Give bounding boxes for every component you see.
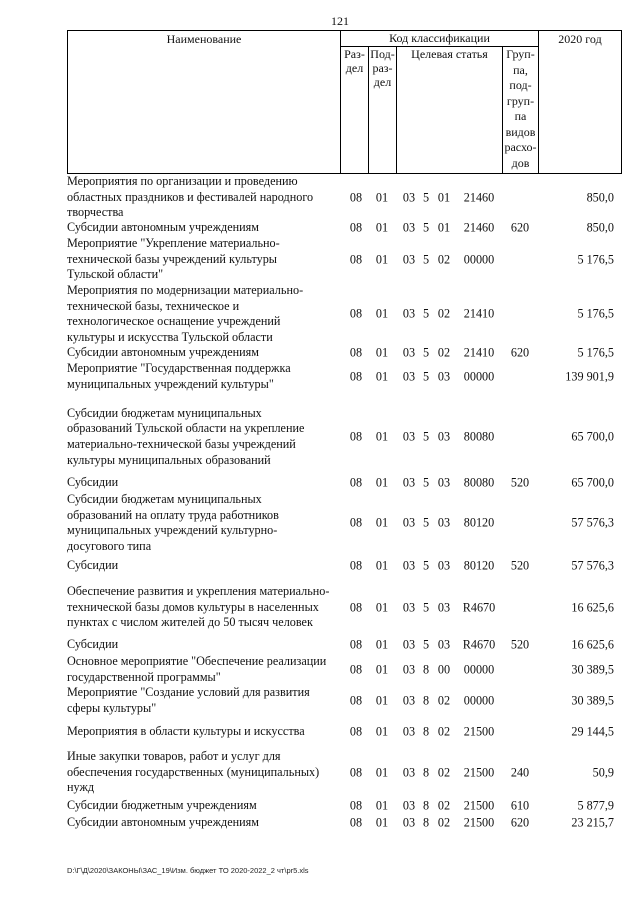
cell-amount: 5 176,5: [577, 306, 614, 321]
header-section-line2: дел: [345, 61, 364, 75]
cell-target-event: 03: [437, 429, 451, 444]
cell-expense-type: 620: [510, 220, 530, 235]
cell-target-program: 03: [402, 798, 416, 813]
header-group-line1: Груп-: [506, 47, 535, 61]
cell-razdel: 08: [349, 765, 363, 779]
cell-name-line: Субсидии бюджетным учреждениям: [67, 798, 257, 813]
cell-razdel: 08: [349, 637, 363, 652]
cell-name-line: Мероприятия в области культуры и искусства: [67, 724, 305, 739]
cell-amount: 5 176,5: [577, 345, 614, 360]
header-group: [503, 47, 539, 173]
header-group-line2: па,: [513, 62, 528, 77]
cell-razdel: 08: [349, 306, 363, 321]
cell-expense-type: 520: [510, 558, 530, 573]
cell-target-program: 03: [402, 558, 416, 573]
cell-target-event: 02: [437, 765, 451, 779]
cell-name: [67, 406, 345, 468]
cell-target-event: 03: [437, 515, 451, 530]
cell-target-subprogram: 8: [422, 662, 430, 676]
cell-target-event: 02: [437, 306, 451, 321]
cell-name: [67, 654, 345, 685]
cell-target-program: 03: [402, 190, 416, 204]
cell-target-direction: 21500: [463, 724, 495, 739]
cell-target-event: 02: [437, 724, 451, 739]
cell-podrazdel: 01: [375, 475, 389, 490]
table-row: [67, 361, 622, 392]
cell-razdel: 08: [349, 724, 363, 739]
cell-name-line: Субсидии бюджетам муниципальных: [67, 405, 262, 420]
cell-target-program: 03: [402, 429, 416, 444]
cell-target-program: 03: [402, 600, 416, 614]
cell-podrazdel: 01: [375, 252, 389, 266]
cell-amount: 57 576,3: [571, 558, 614, 573]
cell-name-line: сферы культуры": [67, 700, 157, 715]
cell-razdel: 08: [349, 429, 363, 444]
cell-target-program: 03: [402, 515, 416, 530]
table-header: [67, 30, 622, 174]
cell-target-subprogram: 5: [422, 306, 430, 321]
cell-target-program: 03: [402, 252, 416, 266]
header-section: [341, 47, 369, 173]
cell-name: [67, 749, 345, 796]
cell-expense-type: 520: [510, 637, 530, 652]
cell-name: [67, 492, 345, 554]
cell-target-subprogram: 8: [422, 798, 430, 813]
cell-amount: 30 389,5: [571, 662, 614, 676]
table-row: [67, 584, 622, 631]
cell-name: [67, 236, 345, 283]
cell-target-event: 02: [437, 693, 451, 707]
cell-name-line: Субсидии: [67, 558, 119, 573]
cell-name-line: Субсидии автономным учреждениям: [67, 345, 259, 360]
table-row: [67, 345, 622, 361]
cell-razdel: 08: [349, 798, 363, 813]
cell-amount: 139 901,9: [565, 369, 614, 383]
cell-expense-type: 620: [510, 815, 530, 830]
cell-podrazdel: 01: [375, 765, 389, 779]
cell-target-subprogram: 5: [422, 558, 430, 573]
cell-target-event: 03: [437, 558, 451, 573]
cell-name-line: областных праздников и фестивалей народного: [67, 189, 314, 204]
header-group-line8: дов: [511, 155, 530, 170]
cell-name-line: Субсидии автономным учреждениям: [67, 220, 259, 235]
cell-target-direction: 21500: [463, 815, 495, 830]
cell-expense-type: 240: [510, 765, 530, 779]
cell-target-subprogram: 5: [422, 369, 430, 383]
cell-amount: 16 625,6: [571, 637, 614, 652]
cell-podrazdel: 01: [375, 798, 389, 813]
cell-podrazdel: 01: [375, 190, 389, 204]
header-subsection-line2: раз-: [372, 61, 393, 75]
cell-amount: 50,9: [592, 765, 614, 779]
page-number: 121: [331, 14, 349, 28]
cell-target-subprogram: 5: [422, 190, 430, 204]
cell-razdel: 08: [349, 190, 363, 204]
cell-target-direction: 21410: [463, 345, 495, 360]
cell-target-direction: 00000: [463, 662, 495, 676]
cell-name: [67, 724, 345, 740]
cell-podrazdel: 01: [375, 306, 389, 321]
cell-target-event: 03: [437, 475, 451, 490]
cell-amount: 57 576,3: [571, 515, 614, 530]
cell-name-line: нужд: [67, 780, 95, 795]
cell-target-program: 03: [402, 369, 416, 383]
cell-target-event: 01: [437, 220, 451, 235]
cell-target-direction: 00000: [463, 369, 495, 383]
cell-name-line: муниципальных учреждений культурно-: [67, 523, 278, 538]
cell-target-direction: 80120: [463, 558, 495, 573]
cell-name-line: творчества: [67, 205, 124, 220]
header-target: Целевая статья: [397, 47, 503, 173]
cell-podrazdel: 01: [375, 220, 389, 235]
cell-target-direction: 00000: [463, 693, 495, 707]
cell-target-direction: 21410: [463, 306, 495, 321]
cell-podrazdel: 01: [375, 600, 389, 614]
header-section-line1: Раз-: [344, 47, 365, 61]
cell-name-line: технической базы домов культуры в населенных: [67, 599, 319, 614]
cell-podrazdel: 01: [375, 693, 389, 707]
cell-target-direction: 21500: [463, 765, 495, 779]
cell-razdel: 08: [349, 475, 363, 490]
cell-name-line: муниципальных учреждений культуры": [67, 376, 274, 391]
cell-target-direction: 80080: [463, 429, 495, 444]
cell-name-line: Иные закупки товаров, работ и услуг для: [67, 749, 281, 764]
cell-target-direction: 21460: [463, 190, 495, 204]
cell-target-direction: 21460: [463, 220, 495, 235]
cell-name-line: Тульской области": [67, 267, 164, 282]
table-row: [67, 283, 622, 345]
cell-podrazdel: 01: [375, 815, 389, 830]
cell-podrazdel: 01: [375, 345, 389, 360]
cell-expense-type: 610: [510, 798, 530, 813]
cell-target-program: 03: [402, 693, 416, 707]
cell-razdel: 08: [349, 693, 363, 707]
cell-name: [67, 815, 345, 831]
cell-amount: 16 625,6: [571, 600, 614, 614]
cell-razdel: 08: [349, 220, 363, 235]
table-row: [67, 654, 622, 685]
cell-podrazdel: 01: [375, 369, 389, 383]
cell-expense-type: 620: [510, 345, 530, 360]
cell-target-direction: 80080: [463, 475, 495, 490]
cell-target-program: 03: [402, 637, 416, 652]
cell-name-line: пунктах с числом жителей до 50 тысяч человек: [67, 615, 313, 630]
cell-target-subprogram: 5: [422, 220, 430, 235]
cell-name-line: Субсидии: [67, 475, 119, 490]
cell-target-event: 02: [437, 345, 451, 360]
cell-name-line: Основное мероприятие "Обеспечение реализации: [67, 654, 327, 668]
header-name: Наименование: [68, 31, 341, 173]
cell-name-line: технической базы, техническое и: [67, 298, 240, 313]
header-subsection-line3: дел: [373, 75, 392, 89]
cell-name-line: обеспечения государственных (муниципальных): [67, 764, 320, 779]
cell-name: [67, 174, 345, 221]
cell-name-line: Субсидии бюджетам муниципальных: [67, 492, 262, 506]
cell-name: [67, 584, 345, 631]
table-row: [67, 749, 622, 796]
cell-target-subprogram: 5: [422, 429, 430, 444]
cell-target-direction: R4670: [462, 637, 496, 652]
cell-name-line: культуры муниципальных образований: [67, 452, 271, 467]
cell-target-subprogram: 5: [422, 252, 430, 266]
header-group-line3: под-: [509, 78, 532, 92]
cell-target-subprogram: 5: [422, 345, 430, 360]
cell-target-subprogram: 5: [422, 515, 430, 530]
table-row: [67, 798, 622, 814]
cell-razdel: 08: [349, 252, 363, 266]
cell-podrazdel: 01: [375, 662, 389, 676]
table-row: [67, 492, 622, 554]
cell-amount: 5 176,5: [577, 252, 614, 266]
cell-amount: 850,0: [586, 220, 614, 235]
cell-name-line: культуры и искусства Тульской области: [67, 329, 273, 344]
cell-target-event: 01: [437, 190, 451, 204]
header-classification: Код классификации: [341, 31, 539, 47]
table-row: [67, 475, 622, 491]
cell-target-event: 03: [437, 600, 451, 614]
cell-name-line: Мероприятие "Государственная поддержка: [67, 361, 291, 375]
cell-target-program: 03: [402, 475, 416, 490]
header-year: 2020 год: [558, 32, 602, 46]
cell-name: [67, 798, 345, 814]
cell-name: [67, 685, 345, 716]
cell-target-direction: 21500: [463, 798, 495, 813]
cell-target-program: 03: [402, 662, 416, 676]
cell-razdel: 08: [349, 369, 363, 383]
cell-target-event: 00: [437, 662, 451, 676]
cell-target-direction: R4670: [462, 600, 496, 614]
cell-name-line: материально-технической базы учреждений: [67, 436, 296, 451]
cell-target-program: 03: [402, 765, 416, 779]
cell-name-line: образований Тульской области на укрепление: [67, 421, 305, 436]
header-subsection: [369, 47, 397, 173]
cell-target-subprogram: 5: [422, 600, 430, 614]
table-row: [67, 637, 622, 653]
cell-amount: 850,0: [586, 190, 614, 204]
cell-target-subprogram: 5: [422, 475, 430, 490]
cell-amount: 23 215,7: [571, 815, 614, 830]
cell-name-line: Мероприятие "Укрепление материально-: [67, 236, 280, 251]
header-group-line4: груп-: [506, 93, 535, 108]
cell-target-event: 03: [437, 637, 451, 652]
header-subsection-line1: Под-: [370, 47, 395, 61]
cell-target-direction: 80120: [463, 515, 495, 530]
cell-name: [67, 361, 345, 392]
cell-amount: 5 877,9: [577, 798, 614, 813]
header-group-line5: па: [514, 109, 527, 123]
cell-target-program: 03: [402, 815, 416, 830]
cell-razdel: 08: [349, 600, 363, 614]
cell-name: [67, 345, 345, 361]
cell-amount: 65 700,0: [571, 475, 614, 490]
cell-target-program: 03: [402, 345, 416, 360]
cell-amount: 30 389,5: [571, 693, 614, 707]
cell-name-line: образований на оплату труда работников: [67, 507, 279, 522]
table-row: [67, 236, 622, 283]
cell-target-subprogram: 8: [422, 765, 430, 779]
cell-target-program: 03: [402, 724, 416, 739]
cell-name-line: технической базы учреждений культуры: [67, 251, 277, 266]
cell-razdel: 08: [349, 515, 363, 530]
cell-name-line: технологическое оснащение учреждений: [67, 314, 281, 329]
cell-razdel: 08: [349, 558, 363, 573]
cell-name-line: досугового типа: [67, 538, 152, 553]
cell-amount: 65 700,0: [571, 429, 614, 444]
table-row: [67, 558, 622, 574]
cell-target-event: 02: [437, 815, 451, 830]
cell-target-subprogram: 8: [422, 724, 430, 739]
table-row: [67, 815, 622, 831]
header-group-line6: видов: [505, 124, 536, 139]
table-row: [67, 685, 622, 716]
cell-amount: 29 144,5: [571, 724, 614, 739]
cell-name-line: Субсидии автономным учреждениям: [67, 815, 259, 830]
cell-name-line: Субсидии: [67, 637, 119, 652]
cell-podrazdel: 01: [375, 724, 389, 739]
cell-podrazdel: 01: [375, 429, 389, 444]
cell-target-program: 03: [402, 220, 416, 235]
cell-target-subprogram: 8: [422, 815, 430, 830]
cell-razdel: 08: [349, 662, 363, 676]
table-row: [67, 220, 622, 236]
cell-razdel: 08: [349, 345, 363, 360]
cell-name: [67, 475, 345, 491]
cell-name: [67, 283, 345, 345]
cell-name: [67, 558, 345, 574]
file-path: D:\Г\Д\2020\ЗАКОНЫ\ЗАС_19\Изм. бюджет ТО 2020-2022_2 чт\pr5.xls: [67, 866, 309, 875]
cell-razdel: 08: [349, 815, 363, 830]
cell-podrazdel: 01: [375, 515, 389, 530]
cell-target-subprogram: 5: [422, 637, 430, 652]
cell-target-event: 02: [437, 798, 451, 813]
cell-target-event: 02: [437, 252, 451, 266]
cell-name-line: Мероприятия по модернизации материально-: [67, 283, 304, 297]
header-group-line7: расхо-: [504, 140, 537, 154]
cell-name-line: государственной программы": [67, 669, 221, 684]
cell-name-line: Мероприятие "Создание условий для развития: [67, 685, 310, 699]
table-row: [67, 174, 622, 221]
cell-target-event: 03: [437, 369, 451, 383]
cell-name-line: Обеспечение развития и укрепления материально-: [67, 584, 330, 599]
cell-name: [67, 637, 345, 653]
cell-expense-type: 520: [510, 475, 530, 490]
cell-name-line: Мероприятия по организации и проведению: [67, 174, 298, 189]
cell-target-subprogram: 8: [422, 693, 430, 707]
cell-podrazdel: 01: [375, 637, 389, 652]
cell-podrazdel: 01: [375, 558, 389, 573]
table-row: [67, 724, 622, 740]
cell-target-program: 03: [402, 306, 416, 321]
cell-name: [67, 220, 345, 236]
table-row: [67, 402, 622, 472]
cell-target-direction: 00000: [463, 252, 495, 266]
